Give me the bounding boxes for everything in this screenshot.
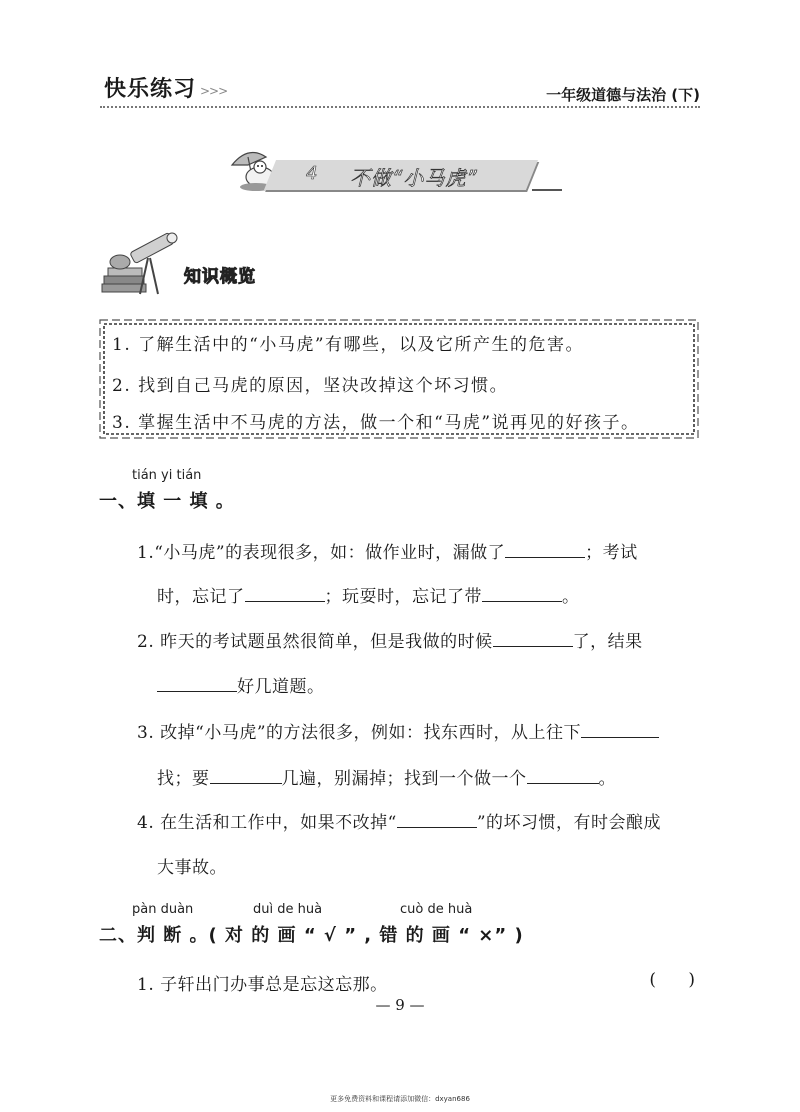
- answer-blank[interactable]: [157, 673, 237, 692]
- arrows-decoration: >>>: [200, 84, 228, 98]
- header-divider: [100, 106, 700, 108]
- question-1-line-2: 时，忘记了 ；玩耍时，忘记了带 。: [157, 582, 580, 607]
- question-3-line-1: 3. 改掉“小马虎”的方法很多，例如：找东西时，从上往下: [137, 718, 659, 743]
- section2-pinyin-correct: duì de huà: [253, 902, 323, 917]
- question-1-line-1: 1.“小马虎”的表现很多，如：做作业时，漏做了 ；考试: [137, 538, 638, 563]
- grade-subject-label: 一年级道德与法治 (下): [546, 86, 700, 104]
- answer-blank[interactable]: [210, 765, 282, 784]
- section2-pinyin-wrong: cuò de huà: [400, 902, 473, 917]
- objective-item: 3. 掌握生活中不马虎的方法，做一个和“马虎”说再见的好孩子。: [112, 413, 640, 433]
- section1-pinyin: tián yi tián: [132, 468, 202, 483]
- answer-blank[interactable]: [482, 583, 562, 602]
- answer-blank[interactable]: [493, 628, 573, 647]
- book-series-title: 快乐练习: [104, 77, 197, 102]
- section1-heading: 一、填 一 填 。: [99, 491, 235, 512]
- footer-note: 更多免费资料和课程请添加微信：dxyan686: [330, 1095, 470, 1103]
- answer-blank[interactable]: [505, 539, 585, 558]
- answer-blank[interactable]: [245, 583, 325, 602]
- judgement-question-1: 1. 子轩出门办事总是忘这忘那。: [137, 975, 388, 995]
- answer-blank[interactable]: [527, 765, 599, 784]
- question-4-line-2: 大事故。: [157, 858, 227, 878]
- answer-blank[interactable]: [397, 809, 477, 828]
- objective-item: 2. 找到自己马虎的原因，坚决改掉这个坏习惯。: [112, 376, 509, 396]
- answer-parentheses[interactable]: ( ): [649, 970, 695, 990]
- section2-heading: 二、判 断 。( 对 的 画 “ √ ” , 错 的 画 “ ×” ): [99, 925, 524, 946]
- lesson-number: 4: [306, 163, 318, 184]
- page-number: — 9 —: [375, 996, 425, 1014]
- objective-item: 1. 了解生活中的“小马虎”有哪些，以及它所产生的危害。: [112, 335, 585, 355]
- lesson-title: 不做“小马虎”: [350, 166, 478, 190]
- knowledge-overview-title: 知识概览: [184, 267, 256, 287]
- question-2-line-1: 2. 昨天的考试题虽然很简单，但是我做的时候 了，结果: [137, 627, 643, 652]
- question-4-line-1: 4. 在生活和工作中，如果不改掉“ ”的坏习惯，有时会酿成: [137, 808, 661, 833]
- answer-blank[interactable]: [581, 719, 659, 738]
- section2-pinyin-judge: pàn duàn: [132, 902, 194, 917]
- lesson-title-banner: [270, 160, 560, 192]
- question-2-line-2: 好几道题。: [157, 672, 325, 697]
- question-3-line-2: 找；要 几遍，别漏掉；找到一个做一个 。: [157, 764, 616, 789]
- telescope-books-icon: [100, 232, 182, 298]
